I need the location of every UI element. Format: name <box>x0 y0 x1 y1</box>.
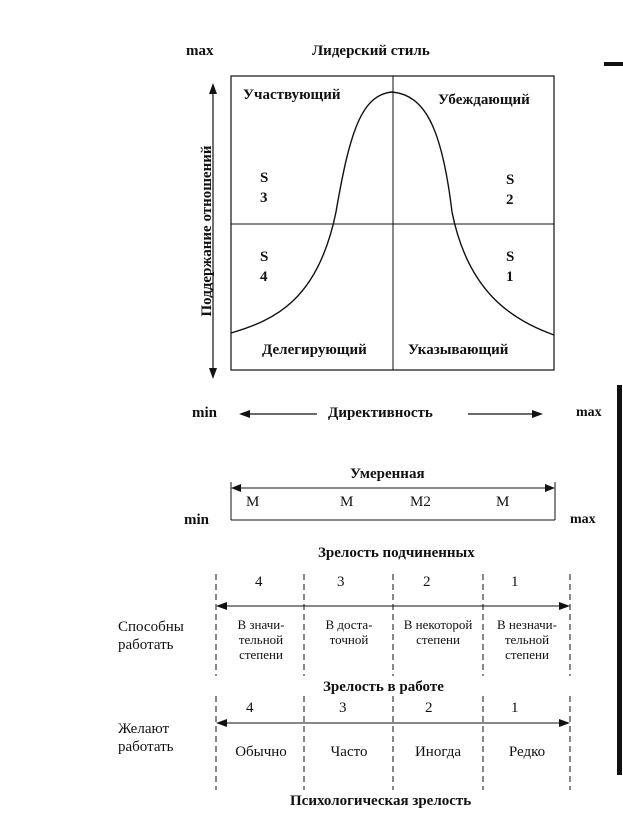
moderate-min: min <box>184 512 210 528</box>
style-s3: S 3 <box>260 170 269 206</box>
able-number-1: 1 <box>511 574 519 590</box>
quadrant-persuading: Убеждающий <box>438 92 530 108</box>
able-cell-2: В доста- точной <box>325 617 373 647</box>
scan-edge-mark-top <box>604 62 623 66</box>
able-number-3: 3 <box>337 574 345 590</box>
maturity-title: Зрелость подчиненных <box>318 545 475 561</box>
able-cell-1: В значи- тельной степени <box>237 617 285 662</box>
moderate-m-4: М <box>496 494 510 510</box>
moderate-m-2: М <box>340 494 354 510</box>
willing-cell-3: Иногда <box>414 744 462 760</box>
willing-number-3: 3 <box>339 700 347 716</box>
moderate-arrow-left <box>231 484 241 492</box>
able-cell-4: В незначи- тельной степени <box>497 617 557 662</box>
able-label: Способны работать <box>118 619 184 653</box>
able-number-4: 4 <box>255 574 263 590</box>
able-arrow-right <box>559 602 570 610</box>
x-axis-arrow-right <box>532 410 543 418</box>
willing-cell-2: Часто <box>330 744 368 760</box>
work-maturity-title: Зрелость в работе <box>323 679 444 695</box>
moderate-max: max <box>570 512 596 527</box>
moderate-m-3: М2 <box>410 494 431 510</box>
x-axis-max: max <box>576 405 602 420</box>
top-max-label: max <box>186 43 214 59</box>
leadership-style-title: Лидерский стиль <box>312 43 430 59</box>
willing-arrow-left <box>216 719 227 727</box>
willing-label: Желают работать <box>118 721 174 755</box>
x-axis-min: min <box>192 405 218 421</box>
moderate-arrow-right <box>545 484 555 492</box>
style-s1: S 1 <box>506 249 515 285</box>
willing-number-2: 2 <box>425 700 433 716</box>
y-axis-label: Поддержание отношений <box>199 145 215 317</box>
quadrant-participating: Участвующий <box>243 87 341 103</box>
willing-number-4: 4 <box>246 700 254 716</box>
scan-edge-bar <box>617 385 622 775</box>
x-axis-label: Директивность <box>328 405 433 421</box>
x-axis-arrow-left <box>239 410 250 418</box>
able-cell-3: В некоторой степени <box>403 617 473 647</box>
style-s4: S 4 <box>260 249 269 285</box>
y-axis-arrow-up <box>209 83 217 94</box>
y-axis-arrow-down <box>209 368 217 379</box>
able-number-2: 2 <box>423 574 431 590</box>
style-s2: S 2 <box>506 172 515 208</box>
psych-maturity-title: Психологическая зрелость <box>290 793 472 809</box>
moderate-title: Умеренная <box>350 466 425 482</box>
quadrant-delegating: Делегирующий <box>262 342 367 358</box>
willing-cell-1: Обычно <box>235 744 287 760</box>
willing-arrow-right <box>559 719 570 727</box>
moderate-m-1: М <box>246 494 260 510</box>
willing-cell-4: Редко <box>508 744 546 760</box>
able-arrow-left <box>216 602 227 610</box>
quadrant-directing: Указывающий <box>408 342 509 358</box>
willing-number-1: 1 <box>511 700 519 716</box>
